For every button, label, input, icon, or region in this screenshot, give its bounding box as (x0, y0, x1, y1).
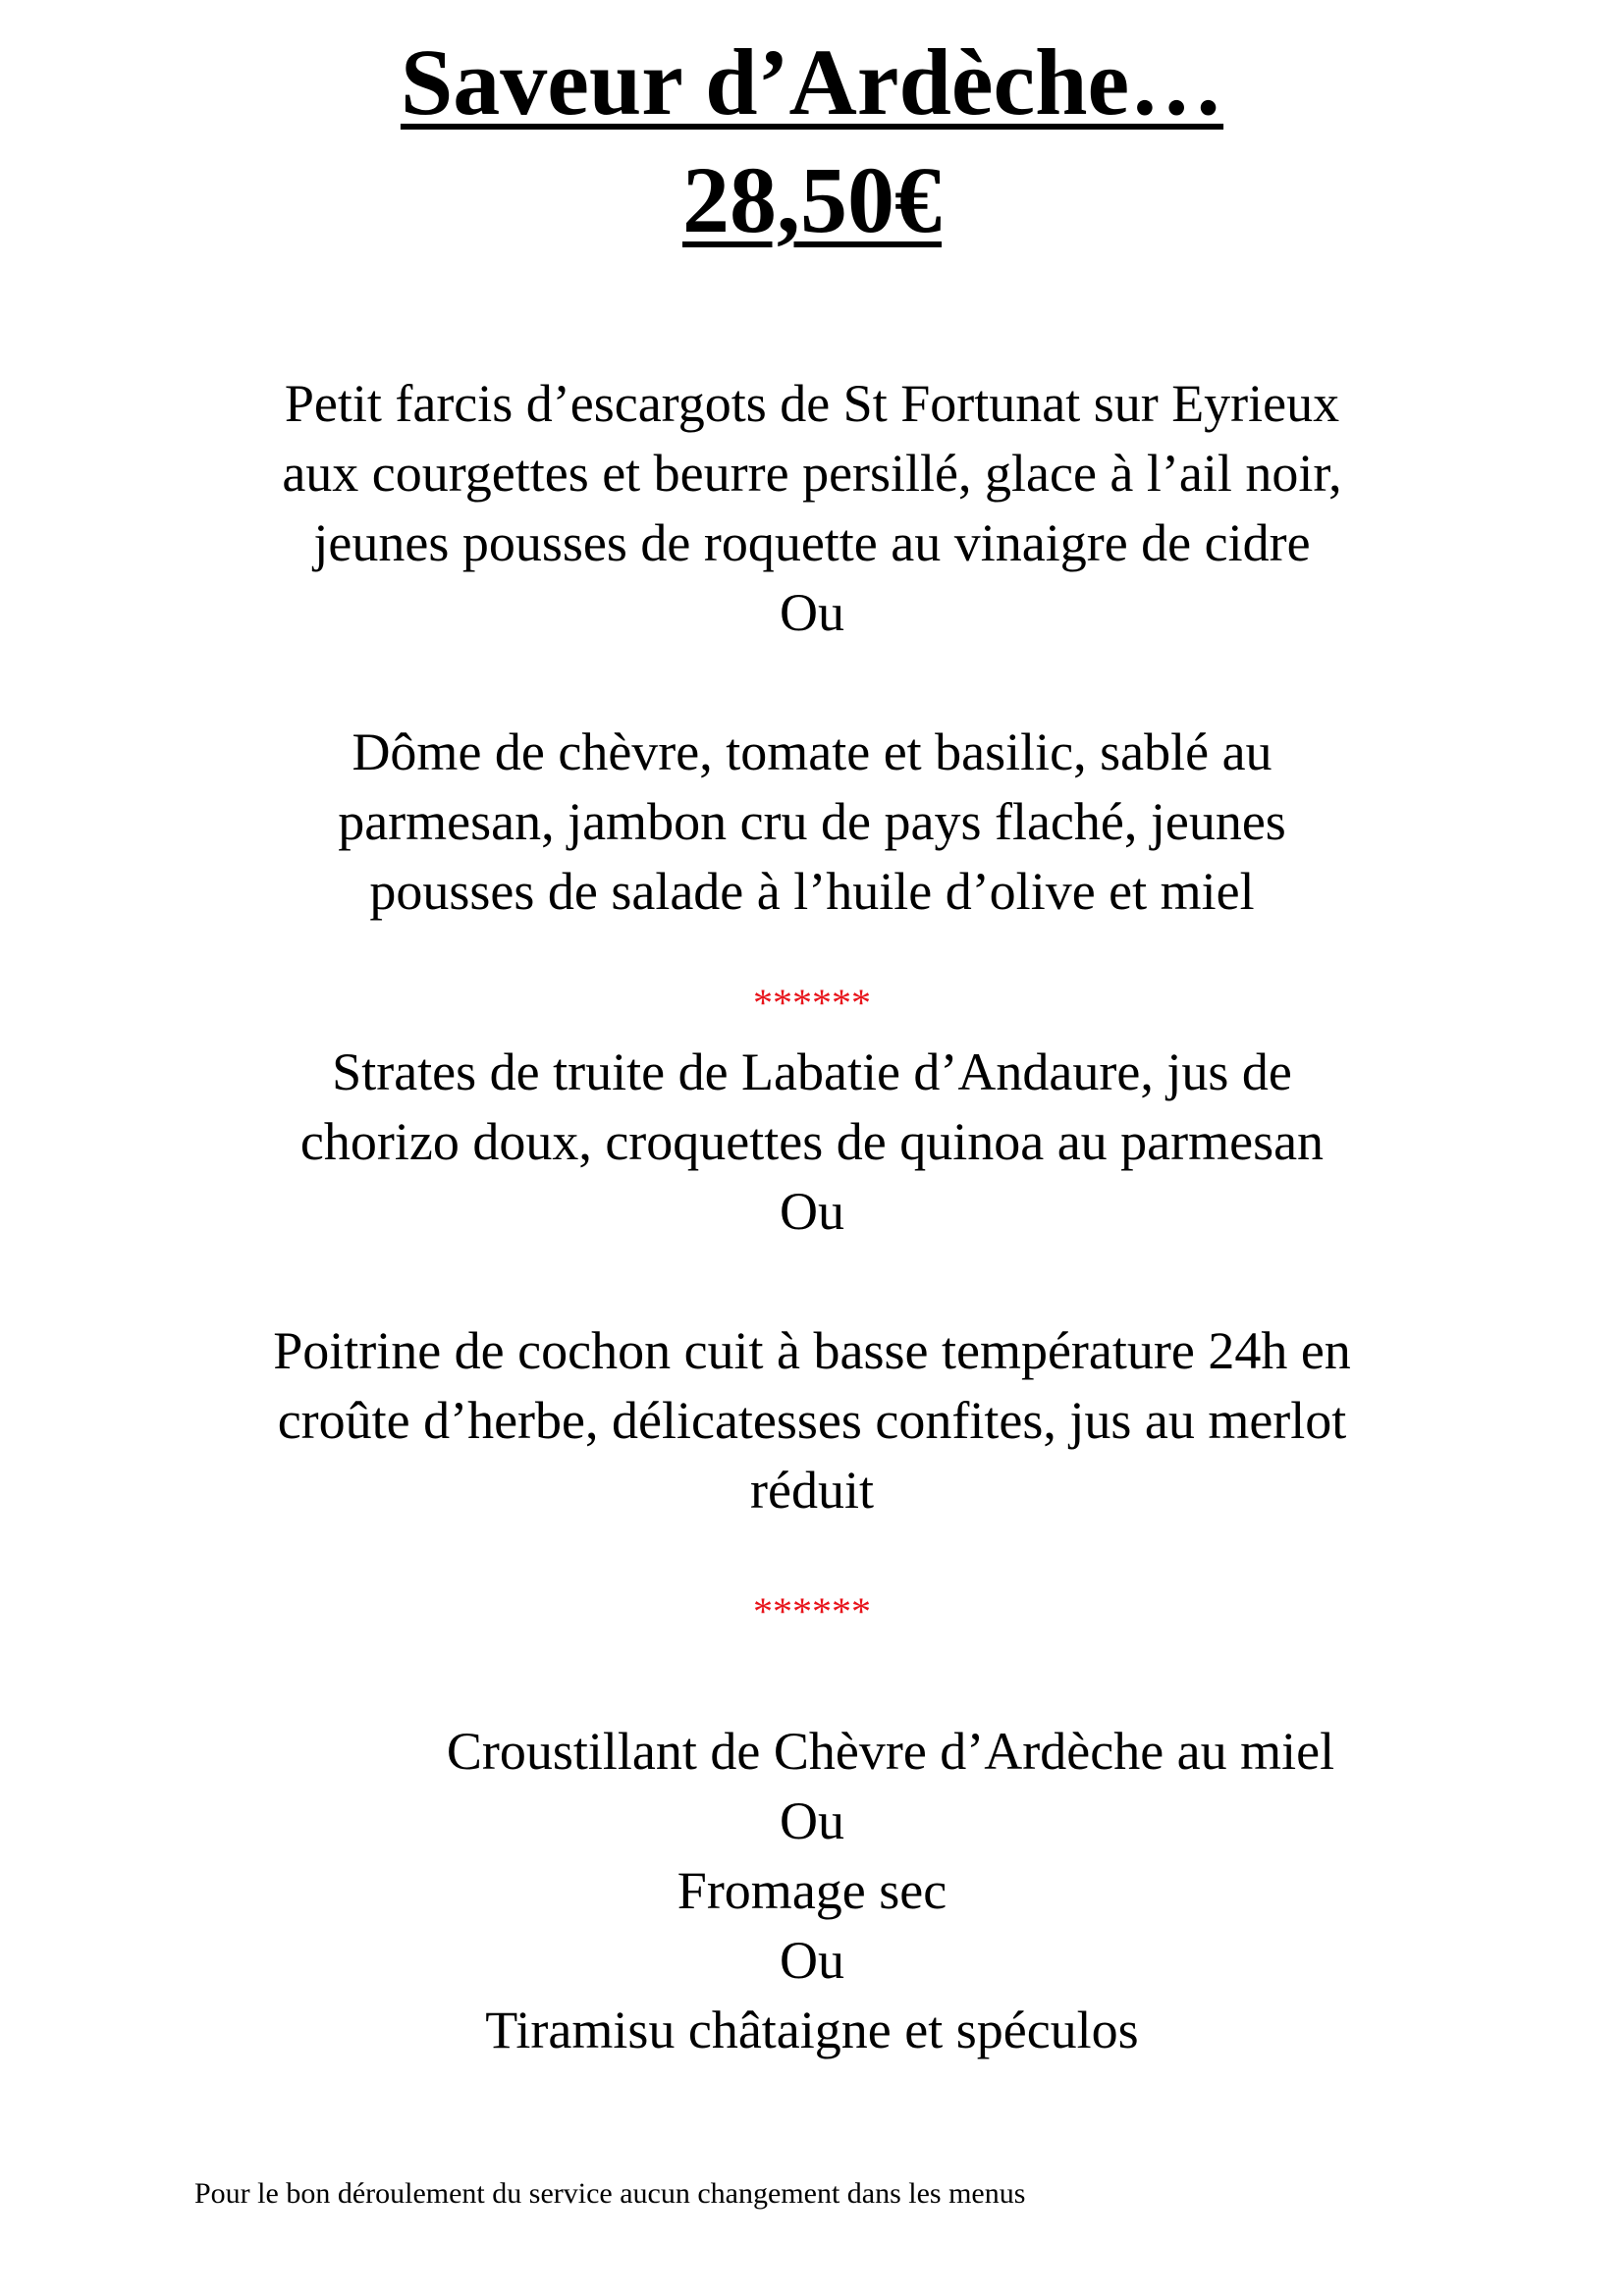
plat-or-label: Ou (780, 1182, 844, 1241)
entree-2-line-2: parmesan, jambon cru de pays flaché, jeunes (338, 792, 1286, 851)
separator-1: ****** (753, 981, 871, 1025)
dessert-option-3: Tiramisu châtaigne et spéculos (485, 2001, 1139, 2059)
menu-title: Saveur d’Ardèche… (400, 29, 1224, 134)
footer-note: Pour le bon déroulement du service aucun changement dans les menus (194, 2177, 1026, 2210)
plat-2-line-1: Poitrine de cochon cuit à basse température 24h en (273, 1321, 1351, 1380)
entree-1-line-1: Petit farcis d’escargots de St Fortunat sur Eyrieux (284, 374, 1340, 433)
entree-2-line-1: Dôme de chèvre, tomate et basilic, sablé au (352, 722, 1272, 781)
entree-1-line-2: aux courgettes et beurre persillé, glace à l’ail noir, (282, 444, 1342, 503)
dessert-or-label-2: Ou (780, 1931, 844, 1990)
separator-2: ****** (753, 1589, 871, 1633)
plat-1-line-1: Strates de truite de Labatie d’Andaure, jus de (332, 1042, 1292, 1101)
plat-2-line-2: croûte d’herbe, délicatesses confites, jus au merlot (277, 1391, 1347, 1450)
plat-1-line-2: chorizo doux, croquettes de quinoa au parmesan (299, 1112, 1325, 1171)
plat-2-line-3: réduit (750, 1461, 874, 1520)
entree-2-line-3: pousses de salade à l’huile d’olive et miel (369, 862, 1255, 921)
dessert-or-label-1: Ou (780, 1791, 844, 1850)
dessert-option-1: Croustillant de Chèvre d’Ardèche au miel (446, 1722, 1335, 1781)
entree-1-line-3: jeunes pousses de roquette au vinaigre de cidre (313, 513, 1311, 572)
entree-or-label: Ou (780, 583, 844, 642)
menu-price: 28,50€ (682, 147, 942, 252)
dessert-option-2: Fromage sec (677, 1861, 947, 1920)
